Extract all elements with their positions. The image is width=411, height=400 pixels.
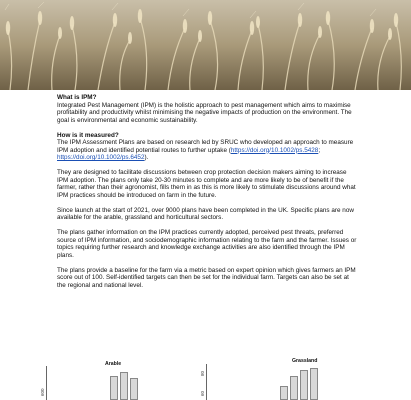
- grassland-bar-4: [310, 368, 318, 400]
- paragraph-plans-baseline: The plans provide a baseline for the farm via a metric based on expert opinion which gives farmers an IPM score out of 100. Self-identified targets can then be set for the individual farm. Targets can also be set at the regional and national level.: [57, 266, 356, 289]
- doi-link-2[interactable]: https://doi.org/10.1002/ps.6452: [57, 154, 145, 161]
- hero-wheat-image: [0, 0, 411, 90]
- mid-axis-tick-a: 60: [200, 390, 205, 396]
- heading-what-is-ipm: What is IPM?: [57, 94, 97, 101]
- paragraph-designed: They are designed to facilitate discussions between crop protection decision makers aiming to increase IPM adoption. The plans only take 20-30 minutes to complete and are more likely to be of benefit if the farmer, rather than their agronomist, fills them in as this is more likely to stimulate discussions around what IPM practices should be introduced on farm in the future.: [57, 169, 356, 199]
- arable-bar-2: [120, 372, 128, 400]
- intro-text: The IPM Assessment Plans are based on research led by SRUC who developed an approach to measure IPM adoption and identified potential routes to further uptake (: [57, 139, 354, 154]
- grassland-bar-1: [280, 386, 288, 400]
- paragraph-what-is-ipm: Integrated Pest Management (IPM) is the holistic approach to pest management which aims to maximise profitability and productivity whilst minimising the negative impacts of production on the environment. The goal is environmental and economic sustainability.: [57, 101, 352, 124]
- paragraph-plans-gather: The plans gather information on the IPM practices currently adopted, perceived pest threats, preferred source of IPM information, and sociodemographic information relating to the farm and the farmer. Issues or topics requiring further research and knowledge exchange activities are also identified through the IPM plans.: [57, 229, 357, 259]
- paragraph-how-measured-intro: [57, 139, 357, 162]
- mid-axis-tick-b: 80: [200, 370, 205, 376]
- wheat-field-illustration: [0, 0, 411, 90]
- left-axis-line: [46, 366, 47, 400]
- grassland-bar-2: [290, 376, 298, 400]
- arable-bar-1: [110, 376, 118, 400]
- heading-how-measured: How is it measured?: [57, 131, 119, 139]
- left-axis-tick: 600: [40, 388, 45, 396]
- mid-axis-line: [206, 364, 207, 400]
- outro-text: ).: [144, 154, 149, 161]
- paragraph-since-launch: Since launch at the start of 2021, over 9000 plans have been completed in the UK. Specific plans are now available for the arable, grassland and horticultural sectors.: [57, 206, 354, 221]
- grassland-bar-3: [300, 370, 308, 400]
- link-separator: ;: [318, 146, 321, 154]
- arable-chart-title: Arable: [105, 361, 122, 367]
- doi-link-1[interactable]: https://doi.org/10.1002/ps.5428: [230, 146, 319, 154]
- article-body: [57, 94, 357, 297]
- grassland-chart-title: Grassland: [292, 358, 318, 364]
- arable-bar-3: [130, 378, 138, 400]
- chart-strip: [30, 358, 390, 400]
